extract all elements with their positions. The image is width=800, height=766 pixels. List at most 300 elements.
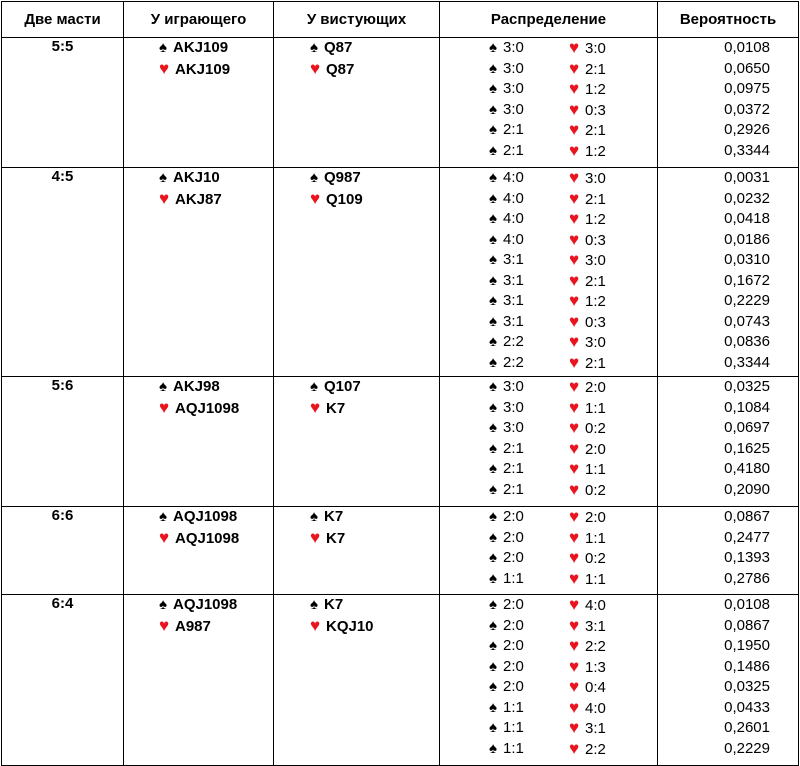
spades-cards: K7 (324, 596, 344, 613)
spade-split-value: 2:0 (503, 508, 524, 525)
distribution-item (440, 271, 657, 292)
spade-icon: ♠ (489, 528, 497, 546)
heart-icon: ♥ (569, 459, 580, 478)
probability-value: 0,0232 (724, 189, 770, 207)
spade-icon: ♠ (489, 439, 497, 457)
heart-split (569, 718, 606, 740)
spade-split (489, 418, 524, 439)
spade-split-value: 4:0 (503, 210, 524, 227)
heart-icon: ♥ (569, 120, 580, 139)
heart-icon: ♥ (569, 418, 580, 437)
player-hand (124, 377, 274, 507)
distribution-item (440, 459, 657, 480)
heart-icon: ♥ (569, 188, 580, 208)
hearts-holding (124, 59, 273, 80)
distribution-item (440, 569, 657, 590)
suit-combination: 5:6 (2, 377, 124, 507)
spade-split (489, 209, 524, 230)
probability-list (658, 38, 799, 168)
spade-split (489, 38, 524, 59)
probability-value: 0,0697 (724, 419, 770, 436)
header-probability: Вероятность (658, 2, 799, 38)
probability-value: 0,0743 (724, 312, 770, 330)
heart-icon: ♥ (310, 188, 321, 208)
probability-value: 0,0325 (724, 378, 770, 395)
hearts-holding (124, 528, 273, 549)
hearts-holding (274, 59, 439, 80)
heart-icon: ♥ (569, 548, 580, 567)
spade-split (489, 312, 524, 333)
header-distribution: Распределение (440, 2, 658, 38)
spade-icon: ♠ (159, 39, 167, 56)
spade-icon: ♠ (310, 378, 318, 395)
probability-value: 0,0975 (724, 80, 770, 97)
spade-icon: ♠ (489, 121, 497, 138)
spades-cards: AQJ1098 (173, 508, 238, 525)
heart-split-value: 1:1 (585, 461, 606, 478)
hearts-cards: KQJ10 (326, 617, 374, 635)
heart-split-value: 0:4 (585, 679, 606, 696)
spade-split (489, 377, 524, 398)
spade-split (489, 59, 524, 80)
heart-icon: ♥ (159, 527, 170, 547)
spade-split (489, 271, 524, 292)
table-row (2, 38, 799, 168)
hearts-cards: AKJ87 (175, 190, 222, 208)
heart-split (569, 528, 606, 550)
heart-icon: ♥ (310, 527, 321, 547)
heart-icon: ♥ (569, 209, 580, 228)
hearts-cards: AQJ1098 (175, 529, 240, 547)
spade-split-value: 3:1 (503, 312, 524, 330)
header-row (2, 2, 799, 38)
spade-icon: ♠ (489, 508, 497, 525)
distribution-list (440, 168, 658, 377)
spades-holding (124, 595, 273, 616)
defenders-hand (274, 168, 440, 377)
distribution-item (440, 718, 657, 739)
probability-value: 0,0310 (724, 251, 770, 268)
spades-cards: AKJ109 (173, 39, 229, 56)
heart-split (569, 38, 606, 60)
spade-icon: ♠ (489, 480, 497, 498)
heart-split (569, 141, 606, 163)
spade-split-value: 4:0 (503, 230, 524, 248)
heart-icon: ♥ (310, 397, 321, 417)
spade-icon: ♠ (489, 39, 497, 56)
distribution-item (440, 141, 657, 162)
heart-split (569, 332, 606, 354)
probability-value: 0,0867 (724, 616, 770, 634)
heart-split-value: 2:1 (585, 60, 606, 78)
spades-cards: Q87 (324, 39, 353, 56)
spade-split-value: 2:1 (503, 480, 524, 498)
distribution-item (440, 230, 657, 251)
spade-icon: ♠ (489, 657, 497, 675)
probability-value: 0,0867 (724, 508, 770, 525)
spade-split-value: 4:0 (503, 169, 524, 186)
spade-split (489, 353, 524, 374)
spade-split (489, 141, 524, 162)
probability-list (658, 377, 799, 507)
hearts-cards: A987 (175, 617, 211, 635)
probability-value: 0,0836 (724, 333, 770, 350)
probability-value: 0,2229 (724, 292, 770, 309)
defenders-hand (274, 377, 440, 507)
heart-split-value: 0:2 (585, 420, 606, 437)
distribution-item (440, 38, 657, 59)
spades-cards: AKJ98 (173, 378, 220, 395)
spade-split (489, 569, 524, 590)
heart-icon: ♥ (569, 656, 580, 676)
spades-holding (124, 507, 273, 528)
distribution-item (440, 548, 657, 569)
distribution-item (440, 291, 657, 312)
spade-icon: ♠ (489, 698, 497, 716)
spade-icon: ♠ (489, 189, 497, 207)
heart-icon: ♥ (569, 168, 580, 187)
probability-value: 0,1486 (724, 657, 770, 675)
heart-split (569, 168, 606, 190)
heart-icon: ♥ (569, 677, 580, 696)
probability-value: 0,1672 (724, 271, 770, 289)
spade-split (489, 439, 524, 460)
hearts-holding (274, 528, 439, 549)
suit-combination: 5:5 (2, 38, 124, 168)
spade-icon: ♠ (489, 141, 497, 159)
heart-split (569, 569, 606, 591)
spade-icon: ♠ (159, 508, 167, 525)
probability-value: 0,0325 (724, 678, 770, 695)
heart-icon: ♥ (569, 38, 580, 57)
hearts-holding (124, 398, 273, 419)
heart-split-value: 1:2 (585, 81, 606, 98)
spade-split-value: 2:1 (503, 141, 524, 159)
spade-split-value: 4:0 (503, 189, 524, 207)
hearts-holding (274, 616, 439, 637)
heart-split (569, 459, 606, 481)
heart-split-value: 0:2 (585, 481, 606, 499)
distribution-item (440, 657, 657, 678)
spade-icon: ♠ (489, 419, 497, 436)
spade-icon: ♠ (489, 230, 497, 248)
spade-split (489, 189, 524, 210)
probability-value: 0,2601 (724, 719, 770, 736)
heart-split-value: 3:0 (585, 170, 606, 187)
spade-split-value: 3:1 (503, 271, 524, 289)
heart-icon: ♥ (569, 99, 580, 119)
spade-split (489, 100, 524, 121)
spade-icon: ♠ (489, 169, 497, 186)
distribution-item (440, 59, 657, 80)
spade-split-value: 3:0 (503, 80, 524, 97)
spade-split-value: 2:0 (503, 528, 524, 546)
spade-split-value: 2:1 (503, 439, 524, 457)
spade-icon: ♠ (489, 549, 497, 566)
probability-value: 0,1393 (724, 549, 770, 566)
table-row (2, 595, 799, 766)
spade-icon: ♠ (489, 739, 497, 757)
hearts-holding (274, 189, 439, 210)
heart-split (569, 677, 606, 699)
spade-split-value: 2:1 (503, 460, 524, 477)
spades-holding (274, 595, 439, 616)
spade-split (489, 739, 524, 760)
spade-icon: ♠ (489, 210, 497, 227)
heart-split (569, 189, 606, 211)
table-row (2, 168, 799, 377)
heart-icon: ♥ (569, 718, 580, 737)
probability-value: 0,1084 (724, 398, 770, 416)
probability-value: 0,0372 (724, 100, 770, 118)
spade-split (489, 459, 524, 480)
distribution-item (440, 189, 657, 210)
table-row (2, 377, 799, 507)
heart-split-value: 4:0 (585, 699, 606, 717)
heart-icon: ♥ (569, 615, 580, 635)
spade-split (489, 79, 524, 100)
distribution-item (440, 439, 657, 460)
spade-split-value: 2:2 (503, 353, 524, 371)
defenders-hand (274, 507, 440, 595)
probability-value: 0,0108 (724, 596, 770, 613)
spade-split (489, 168, 524, 189)
spade-split-value: 2:2 (503, 333, 524, 350)
heart-icon: ♥ (310, 615, 321, 635)
heart-split (569, 657, 606, 679)
heart-icon: ♥ (569, 229, 580, 249)
heart-icon: ♥ (569, 697, 580, 717)
heart-split-value: 1:1 (585, 529, 606, 547)
spades-holding (124, 377, 273, 398)
heart-icon: ♥ (569, 332, 580, 351)
heart-split-value: 1:3 (585, 658, 606, 676)
heart-split (569, 312, 606, 334)
spade-icon: ♠ (310, 169, 318, 186)
heart-split (569, 100, 606, 122)
heart-split-value: 2:0 (585, 509, 606, 526)
heart-icon: ♥ (159, 188, 170, 208)
spades-holding (274, 38, 439, 59)
distribution-item (440, 616, 657, 637)
spade-icon: ♠ (489, 333, 497, 350)
spade-split (489, 616, 524, 637)
probability-value: 0,0031 (724, 169, 770, 186)
suit-combination: 6:6 (2, 507, 124, 595)
probability-value: 0,0433 (724, 698, 770, 716)
heart-icon: ♥ (569, 527, 580, 547)
probability-value: 0,0108 (724, 39, 770, 56)
probability-value: 0,4180 (724, 460, 770, 477)
spade-icon: ♠ (489, 569, 497, 587)
heart-icon: ♥ (569, 397, 580, 417)
hearts-holding (124, 616, 273, 637)
heart-split (569, 79, 606, 101)
heart-icon: ♥ (569, 438, 580, 458)
heart-split-value: 2:2 (585, 740, 606, 758)
distribution-list (440, 507, 658, 595)
heart-icon: ♥ (569, 636, 580, 655)
hearts-cards: Q109 (326, 190, 363, 208)
heart-icon: ♥ (569, 58, 580, 78)
spade-split (489, 718, 524, 739)
heart-split (569, 507, 606, 529)
heart-icon: ♥ (569, 738, 580, 758)
spades-cards: AKJ10 (173, 169, 220, 186)
probability-list (658, 507, 799, 595)
heart-split (569, 595, 606, 617)
spade-split (489, 480, 524, 501)
heart-split (569, 636, 606, 658)
probability-table (1, 1, 799, 766)
spade-icon: ♠ (159, 169, 167, 186)
heart-split (569, 230, 606, 252)
spade-icon: ♠ (489, 719, 497, 736)
spade-icon: ♠ (489, 596, 497, 613)
heart-split-value: 0:3 (585, 231, 606, 249)
spade-split (489, 698, 524, 719)
distribution-item (440, 100, 657, 121)
spade-split (489, 250, 524, 271)
distribution-item (440, 636, 657, 657)
spade-icon: ♠ (489, 398, 497, 416)
spade-split-value: 3:0 (503, 59, 524, 77)
distribution-item (440, 312, 657, 333)
spade-split (489, 636, 524, 657)
heart-split-value: 2:0 (585, 440, 606, 458)
spade-icon: ♠ (489, 100, 497, 118)
spade-icon: ♠ (489, 616, 497, 634)
defenders-hand (274, 595, 440, 766)
heart-split (569, 377, 606, 399)
spade-split-value: 2:0 (503, 657, 524, 675)
spade-icon: ♠ (310, 596, 318, 613)
spade-split (489, 548, 524, 569)
heart-split (569, 548, 606, 570)
spade-split-value: 3:0 (503, 378, 524, 395)
spades-cards: AQJ1098 (173, 596, 238, 613)
heart-split (569, 398, 606, 420)
heart-split-value: 0:3 (585, 313, 606, 331)
heart-icon: ♥ (159, 615, 170, 635)
heart-split (569, 271, 606, 293)
heart-split (569, 739, 606, 761)
distribution-item (440, 120, 657, 141)
probability-value: 0,3344 (724, 141, 770, 159)
distribution-item (440, 332, 657, 353)
spade-split-value: 1:1 (503, 698, 524, 716)
spade-split-value: 2:1 (503, 121, 524, 138)
distribution-list (440, 38, 658, 168)
hearts-holding (124, 189, 273, 210)
heart-split-value: 1:2 (585, 142, 606, 160)
heart-split (569, 418, 606, 440)
spade-split (489, 595, 524, 616)
heart-icon: ♥ (569, 507, 580, 526)
spades-holding (124, 168, 273, 189)
distribution-list (440, 377, 658, 507)
heart-split-value: 3:0 (585, 252, 606, 269)
probability-value: 0,2090 (724, 480, 770, 498)
distribution-list (440, 595, 658, 766)
spade-split (489, 398, 524, 419)
heart-split-value: 1:2 (585, 293, 606, 310)
heart-split (569, 698, 606, 720)
header-suits: Две масти (2, 2, 124, 38)
heart-split-value: 1:2 (585, 211, 606, 228)
table-row (2, 507, 799, 595)
spades-holding (124, 38, 273, 59)
hearts-cards: Q87 (326, 60, 355, 78)
spade-icon: ♠ (489, 251, 497, 268)
suit-combination: 6:4 (2, 595, 124, 766)
heart-icon: ♥ (569, 568, 580, 588)
heart-icon: ♥ (569, 79, 580, 98)
probability-value: 0,0186 (724, 230, 770, 248)
heart-icon: ♥ (310, 58, 321, 78)
spade-split-value: 2:0 (503, 549, 524, 566)
heart-split-value: 4:0 (585, 597, 606, 614)
player-hand (124, 38, 274, 168)
distribution-item (440, 739, 657, 760)
spade-icon: ♠ (489, 353, 497, 371)
spade-icon: ♠ (489, 378, 497, 395)
heart-icon: ♥ (159, 58, 170, 78)
distribution-item (440, 507, 657, 528)
spade-split (489, 507, 524, 528)
heart-split (569, 616, 606, 638)
spade-split-value: 1:1 (503, 569, 524, 587)
heart-split-value: 2:2 (585, 638, 606, 655)
header-defenders: У вистующих (274, 2, 440, 38)
suit-combination: 4:5 (2, 168, 124, 377)
distribution-item (440, 250, 657, 271)
heart-icon: ♥ (159, 397, 170, 417)
distribution-item (440, 398, 657, 419)
spades-holding (274, 377, 439, 398)
heart-split (569, 120, 606, 142)
spade-split-value: 3:0 (503, 100, 524, 118)
heart-split (569, 59, 606, 81)
spade-split (489, 677, 524, 698)
defenders-hand (274, 38, 440, 168)
spade-split-value: 3:0 (503, 398, 524, 416)
heart-icon: ♥ (569, 377, 580, 396)
probability-value: 0,0418 (724, 210, 770, 227)
heart-icon: ♥ (569, 270, 580, 290)
distribution-item (440, 528, 657, 549)
spade-split (489, 332, 524, 353)
heart-split-value: 1:1 (585, 570, 606, 588)
heart-split-value: 3:1 (585, 720, 606, 737)
heart-split-value: 2:1 (585, 354, 606, 372)
spade-split-value: 2:0 (503, 637, 524, 654)
spade-split (489, 657, 524, 678)
heart-split (569, 353, 606, 375)
spades-holding (274, 168, 439, 189)
spade-split (489, 528, 524, 549)
spade-split (489, 291, 524, 312)
player-hand (124, 507, 274, 595)
spade-icon: ♠ (489, 271, 497, 289)
heart-split-value: 2:1 (585, 190, 606, 208)
hearts-cards: K7 (326, 529, 346, 547)
spade-icon: ♠ (489, 678, 497, 695)
probability-value: 0,2229 (724, 739, 770, 757)
header-player: У играющего (124, 2, 274, 38)
heart-split-value: 2:0 (585, 379, 606, 396)
spades-cards: Q107 (324, 378, 361, 395)
